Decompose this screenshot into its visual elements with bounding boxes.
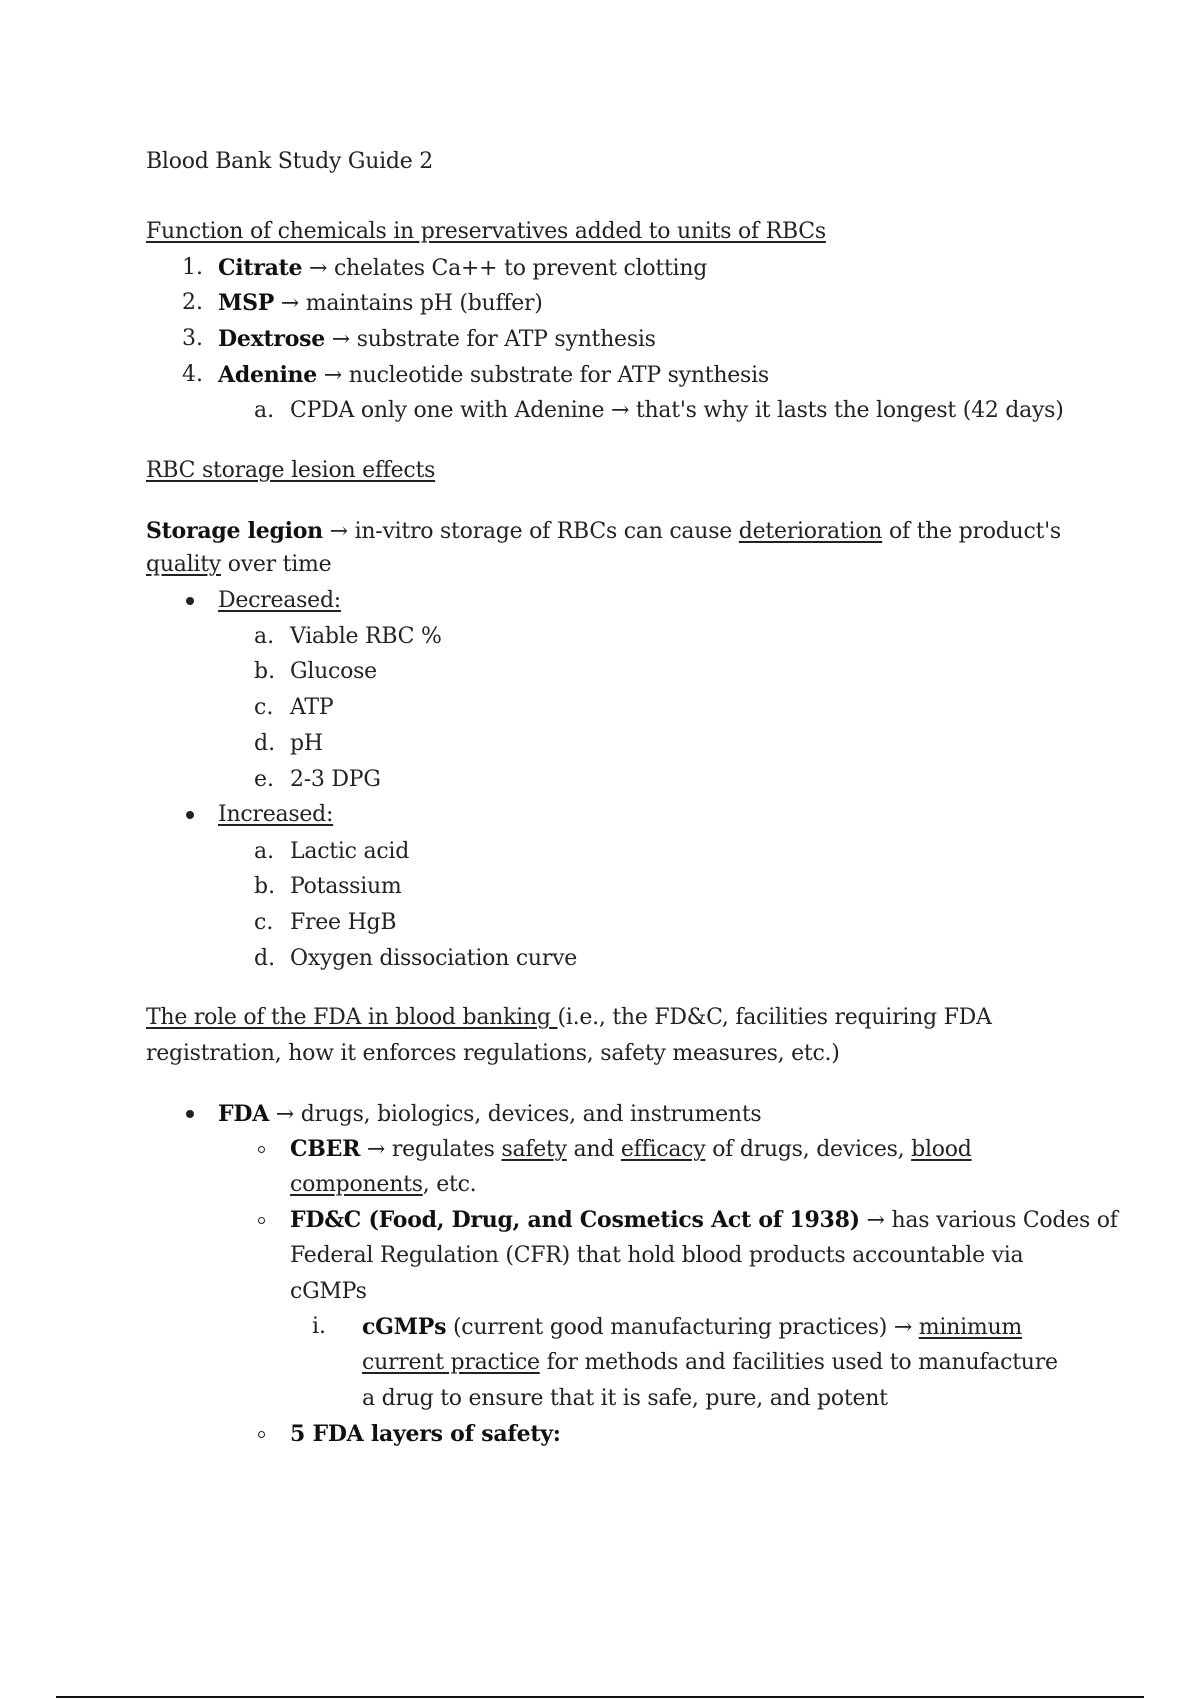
document-title: Blood Bank Study Guide 2 xyxy=(146,149,434,174)
term: FDA xyxy=(218,1101,270,1127)
lesion-definition-cont xyxy=(146,550,331,580)
list-letter: a. xyxy=(254,624,275,649)
list-letter: a. xyxy=(254,398,275,423)
page-bottom-rule xyxy=(56,1696,1144,1698)
circle-bullet-icon xyxy=(258,1217,265,1224)
item-desc: chelates Ca++ to prevent clotting xyxy=(333,256,708,281)
underlined: blood xyxy=(911,1137,972,1162)
list-letter: b. xyxy=(254,874,276,899)
arrow-icon: → xyxy=(309,256,328,281)
term: MSP xyxy=(218,290,275,316)
arrow-icon: → xyxy=(275,1102,294,1127)
underlined: current practice xyxy=(362,1350,540,1375)
list-item xyxy=(218,360,769,390)
fda-heading xyxy=(146,1003,992,1033)
def-underlined: quality xyxy=(146,552,221,577)
cgmp-item-cont xyxy=(362,1348,1058,1378)
bullet-icon xyxy=(186,1110,194,1118)
item-desc: drugs, biologics, devices, and instruments xyxy=(300,1102,762,1127)
list-number: 4. xyxy=(182,362,203,387)
label-text: Decreased: xyxy=(218,588,341,613)
arrow-icon: → xyxy=(280,291,299,316)
cber-item xyxy=(290,1134,972,1164)
term: Citrate xyxy=(218,255,303,281)
list-item: Viable RBC % xyxy=(290,624,442,649)
def-text: in-vitro storage of RBCs can cause xyxy=(354,519,733,544)
term: CBER xyxy=(290,1136,361,1162)
list-number: 2. xyxy=(182,290,203,315)
lesion-definition xyxy=(146,516,1061,546)
text: and xyxy=(573,1137,615,1162)
term: Adenine xyxy=(218,362,318,388)
item-desc: maintains pH (buffer) xyxy=(305,291,543,316)
item-desc: nucleotide substrate for ATP synthesis xyxy=(348,363,769,388)
underlined: efficacy xyxy=(620,1137,706,1162)
term: cGMPs xyxy=(362,1314,447,1340)
preservatives-heading-text: Function of chemicals in preservatives added to units of RBCs xyxy=(146,219,826,244)
text: , etc. xyxy=(422,1172,477,1197)
decreased-label xyxy=(218,586,341,616)
arrow-icon: → xyxy=(366,1137,386,1162)
list-item: Lactic acid xyxy=(290,839,410,864)
def-underlined: deterioration xyxy=(738,519,883,544)
increased-label xyxy=(218,800,333,830)
list-item xyxy=(218,288,543,318)
arrow-icon: → xyxy=(866,1208,885,1233)
list-item: Oxygen dissociation curve xyxy=(290,946,578,971)
fda-heading-cont: registration, how it enforces regulations, safety measures, etc.) xyxy=(146,1041,840,1066)
circle-bullet-icon xyxy=(258,1146,265,1153)
text: of drugs, devices, xyxy=(712,1137,905,1162)
cgmp-item-cont: a drug to ensure that it is safe, pure, and potent xyxy=(362,1386,888,1411)
list-number: 3. xyxy=(182,326,203,351)
term: FD&C (Food, Drug, and Cosmetics Act of 1938) xyxy=(290,1207,860,1233)
list-item: Free HgB xyxy=(290,910,397,935)
list-letter: c. xyxy=(254,910,274,935)
layers-item xyxy=(290,1419,561,1449)
term: 5 FDA layers of safety: xyxy=(290,1421,561,1447)
list-letter: d. xyxy=(254,946,276,971)
text: regulates xyxy=(391,1137,495,1162)
list-letter: a. xyxy=(254,839,275,864)
term: Dextrose xyxy=(218,326,326,352)
list-letter: e. xyxy=(254,767,275,792)
term: Storage legion xyxy=(146,518,323,544)
fda-item xyxy=(218,1099,761,1129)
preservatives-heading xyxy=(146,217,826,247)
fdc-item-cont: cGMPs xyxy=(290,1279,367,1304)
arrow-icon: → xyxy=(893,1315,913,1340)
def-text: over time xyxy=(227,552,332,577)
heading-text: (i.e., the FD&C, facilities requiring FDA xyxy=(557,1005,992,1030)
list-letter: d. xyxy=(254,731,276,756)
cgmp-item xyxy=(362,1312,1022,1342)
text: for methods and facilities used to manufacture xyxy=(546,1350,1058,1375)
underlined: safety xyxy=(501,1137,567,1162)
arrow-icon: → xyxy=(323,363,342,388)
fdc-item xyxy=(290,1205,1118,1235)
fdc-item-cont: Federal Regulation (CFR) that hold blood products accountable via xyxy=(290,1243,1024,1268)
underlined: minimum xyxy=(918,1315,1023,1340)
list-letter: b. xyxy=(254,659,276,684)
list-letter: c. xyxy=(254,695,274,720)
list-item: Glucose xyxy=(290,659,377,684)
circle-bullet-icon xyxy=(258,1431,265,1438)
list-item: 2-3 DPG xyxy=(290,767,381,792)
heading-underlined: The role of the FDA in blood banking xyxy=(146,1005,558,1030)
arrow-icon: → xyxy=(329,519,348,544)
list-number: 1. xyxy=(182,255,203,280)
lesion-heading xyxy=(146,456,435,486)
sub-item: CPDA only one with Adenine → that's why it lasts the longest (42 days) xyxy=(290,398,1064,423)
cber-item-cont xyxy=(290,1170,476,1200)
underlined: components xyxy=(290,1172,423,1197)
text: has various Codes of xyxy=(891,1208,1118,1233)
list-item: ATP xyxy=(290,695,334,720)
def-text: of the product's xyxy=(888,519,1061,544)
list-item xyxy=(218,324,656,354)
label-text: Increased: xyxy=(218,802,334,827)
text: (current good manufacturing practices) xyxy=(452,1315,888,1340)
list-item: Potassium xyxy=(290,874,402,899)
list-item xyxy=(218,253,707,283)
list-roman: i. xyxy=(312,1314,327,1339)
list-item: pH xyxy=(290,731,323,756)
item-desc: substrate for ATP synthesis xyxy=(356,327,656,352)
arrow-icon: → xyxy=(331,327,350,352)
bullet-icon xyxy=(186,597,194,605)
bullet-icon xyxy=(186,811,194,819)
lesion-heading-text: RBC storage lesion effects xyxy=(146,458,436,483)
